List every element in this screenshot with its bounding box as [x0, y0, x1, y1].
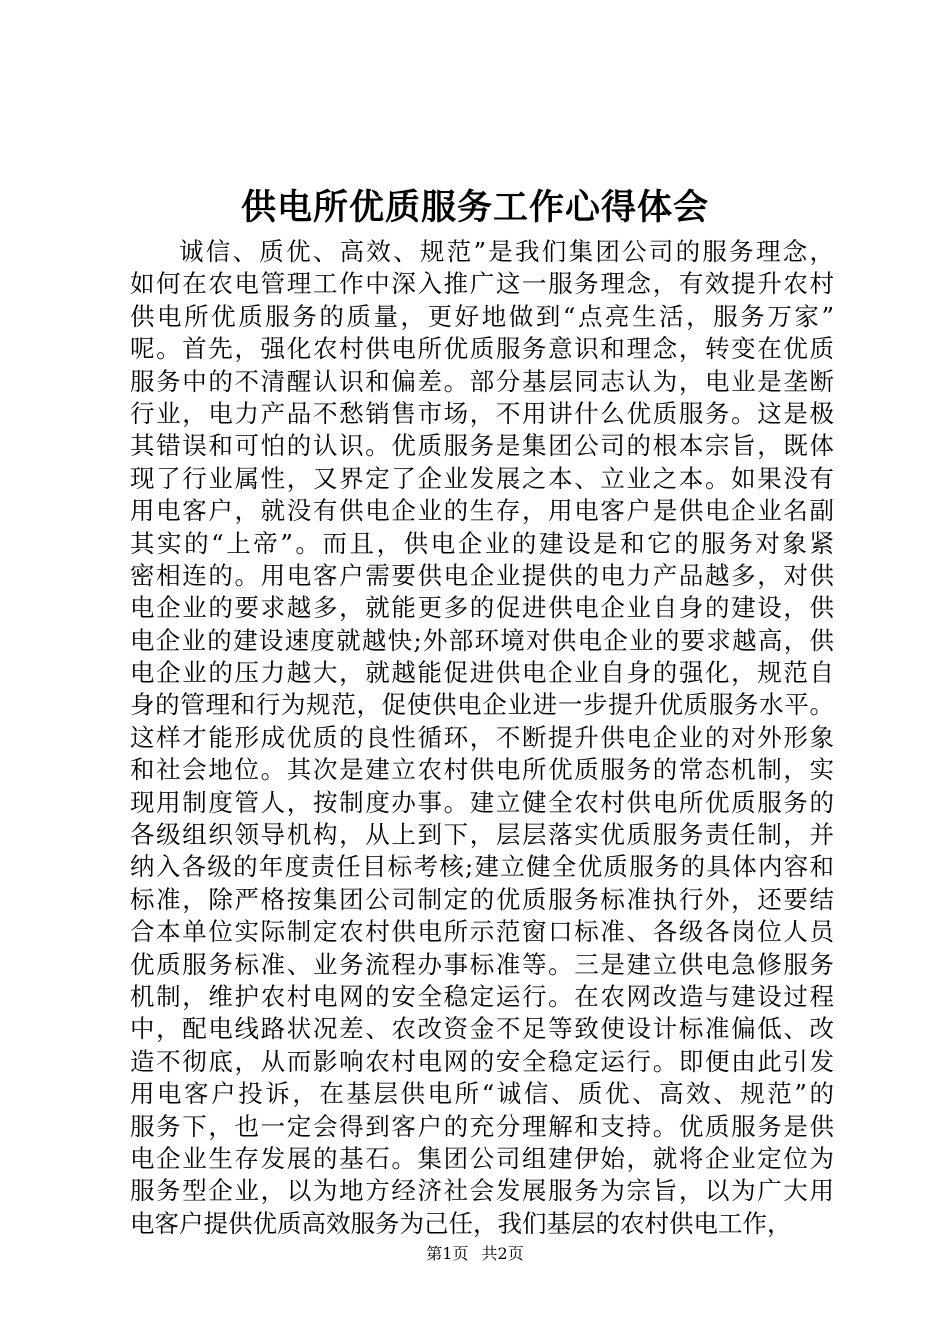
body-line: 造不彻底，从而影响农村电网的安全稳定运行。即便由此引发 — [130, 1046, 834, 1076]
body-line: 现了行业属性，又界定了企业发展之本、立业之本。如果没有 — [130, 463, 834, 493]
page-number-total: 共2页 — [481, 1244, 524, 1263]
body-line: 其实的“上帝”。而且，供电企业的建设是和它的服务对象紧 — [130, 528, 834, 558]
body-line: 服务型企业，以为地方经济社会发展服务为宗旨，以为广大用 — [130, 1176, 834, 1206]
body-line: 合本单位实际制定农村供电所示范窗口标准、各级各岗位人员 — [130, 917, 834, 947]
body-line: 现用制度管人，按制度办事。建立健全农村供电所优质服务的 — [130, 787, 834, 817]
body-line: 电企业生存发展的基石。集团公司组建伊始，就将企业定位为 — [130, 1143, 834, 1173]
body-line: 服务下，也一定会得到客户的充分理解和支持。优质服务是供 — [130, 1111, 834, 1141]
body-line: 行业，电力产品不愁销售市场，不用讲什么优质服务。这是极 — [130, 398, 834, 428]
body-line: 诚信、质优、高效、规范”是我们集团公司的服务理念， — [179, 237, 834, 266]
body-line: 呢。首先，强化农村供电所优质服务意识和理念，转变在优质 — [130, 334, 834, 364]
body-line: 标准，除严格按集团公司制定的优质服务标准执行外，还要结 — [130, 884, 834, 914]
document-title: 供电所优质服务工作心得体会 — [240, 187, 709, 228]
body-line: 机制，维护农村电网的安全稳定运行。在农网改造与建设过程 — [130, 981, 834, 1011]
body-line: 电企业的要求越多，就能更多的促进供电企业自身的建设，供 — [130, 593, 834, 623]
body-line: 用电客户，就没有供电企业的生存，用电客户是供电企业名副 — [130, 496, 834, 526]
body-line: 中，配电线路状况差、农改资金不足等致使设计标准偏低、改 — [130, 1014, 834, 1044]
document-body — [130, 236, 834, 1240]
body-line: 其错误和可怕的认识。优质服务是集团公司的根本宗旨，既体 — [130, 431, 834, 461]
body-line: 电企业的建设速度就越快;外部环境对供电企业的要求越高，供 — [130, 625, 834, 655]
body-line: 各级组织领导机构，从上到下，层层落实优质服务责任制，并 — [130, 820, 834, 850]
body-line: 身的管理和行为规范，促使供电企业进一步提升优质服务水平。 — [130, 690, 834, 720]
body-line: 这样才能形成优质的良性循环，不断提升供电企业的对外形象 — [130, 722, 834, 752]
body-line: 优质服务标准、业务流程办事标准等。三是建立供电急修服务 — [130, 949, 834, 979]
body-line: 纳入各级的年度责任目标考核;建立健全优质服务的具体内容和 — [130, 852, 834, 882]
body-line: 和社会地位。其次是建立农村供电所优质服务的常态机制，实 — [130, 755, 834, 785]
page-footer — [0, 1243, 950, 1265]
page-number-current: 第1页 — [426, 1244, 469, 1263]
body-line: 电客户提供优质高效服务为己任，我们基层的农村供电工作， — [130, 1208, 792, 1238]
body-line: 电企业的压力越大，就越能促进供电企业自身的强化，规范自 — [130, 658, 834, 688]
body-line: 供电所优质服务的质量，更好地做到“点亮生活，服务万家” — [130, 301, 834, 331]
body-line: 密相连的。用电客户需要供电企业提供的电力产品越多，对供 — [130, 560, 834, 590]
body-line: 如何在农电管理工作中深入推广这一服务理念，有效提升农村 — [130, 269, 834, 299]
body-line: 用电客户投诉，在基层供电所“诚信、质优、高效、规范”的 — [130, 1079, 834, 1109]
body-line: 服务中的不清醒认识和偏差。部分基层同志认为，电业是垄断 — [130, 366, 834, 396]
